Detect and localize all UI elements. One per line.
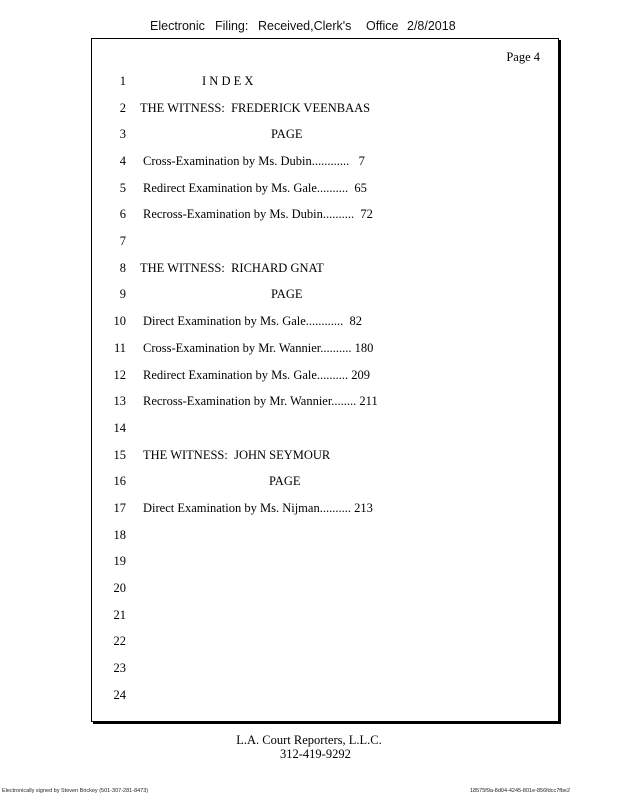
line-number: 7 [119,234,126,248]
header-office: Office [366,19,399,33]
line-number: 4 [119,154,126,168]
index-entry: Redirect Examination by Ms. Gale.......... 65 [143,181,367,195]
index-entry: Cross-Examination by Mr. Wannier.......... 180 [143,341,374,355]
line-number: 24 [113,688,126,702]
line-number: 16 [113,474,126,488]
witness-heading: THE WITNESS: FREDERICK VEENBAAS [140,101,371,115]
page-column-heading: PAGE [271,127,303,141]
line-number: 21 [113,608,126,622]
index-entry: Direct Examination by Ms. Nijman.......... 213 [143,501,373,515]
filing-stamp-header [0,19,618,37]
index-entry: Recross-Examination by Ms. Dubin.......... 72 [143,207,373,221]
line-number: 9 [119,287,126,301]
electronic-signature: Electronically signed by Steven Brickey (501-307-281-8473) [2,788,149,794]
line-number: 12 [113,368,126,382]
line-number: 15 [113,448,126,462]
line-number: 19 [113,554,126,568]
page-column-heading: PAGE [269,474,301,488]
index-entry: Redirect Examination by Ms. Gale.......... 209 [143,368,371,382]
witness-heading: THE WITNESS: RICHARD GNAT [140,261,324,275]
header-filing: Filing: [215,19,249,33]
index-entry: Cross-Examination by Ms. Dubin............ 7 [143,154,365,168]
header-date: 2/8/2018 [407,19,456,33]
line-number: 11 [113,341,126,355]
page-column-heading: PAGE [271,287,303,301]
index-entry: Recross-Examination by Mr. Wannier........ 211 [143,394,378,408]
header-electronic: Electronic [150,19,205,33]
line-number: 18 [113,528,126,542]
line-number: 5 [119,181,126,195]
line-number: 10 [113,314,126,328]
transcript-page [91,38,559,722]
index-entry: Direct Examination by Ms. Gale............ 82 [143,314,363,328]
reporter-firm-name: L.A. Court Reporters, L.L.C. [236,733,382,747]
line-number: 20 [113,581,126,595]
line-number: 13 [113,394,126,408]
reporter-phone: 312-419-9292 [280,747,351,761]
line-number: 22 [113,634,126,648]
line-number: 6 [119,207,126,221]
line-number: 8 [119,261,126,275]
line-number: 17 [113,501,126,515]
document-id: 18575f9a-8d04-4245-801e-856fdcc7fbe2 [470,788,570,794]
witness-heading: THE WITNESS: JOHN SEYMOUR [143,448,331,462]
line-number: 2 [119,101,126,115]
index-title: I N D E X [202,74,254,88]
page-number: Page 4 [506,50,540,64]
line-number: 14 [113,421,126,435]
line-number: 1 [119,74,126,88]
header-received: Received,Clerk's [258,19,352,33]
line-number: 23 [113,661,126,675]
line-number: 3 [119,127,126,141]
